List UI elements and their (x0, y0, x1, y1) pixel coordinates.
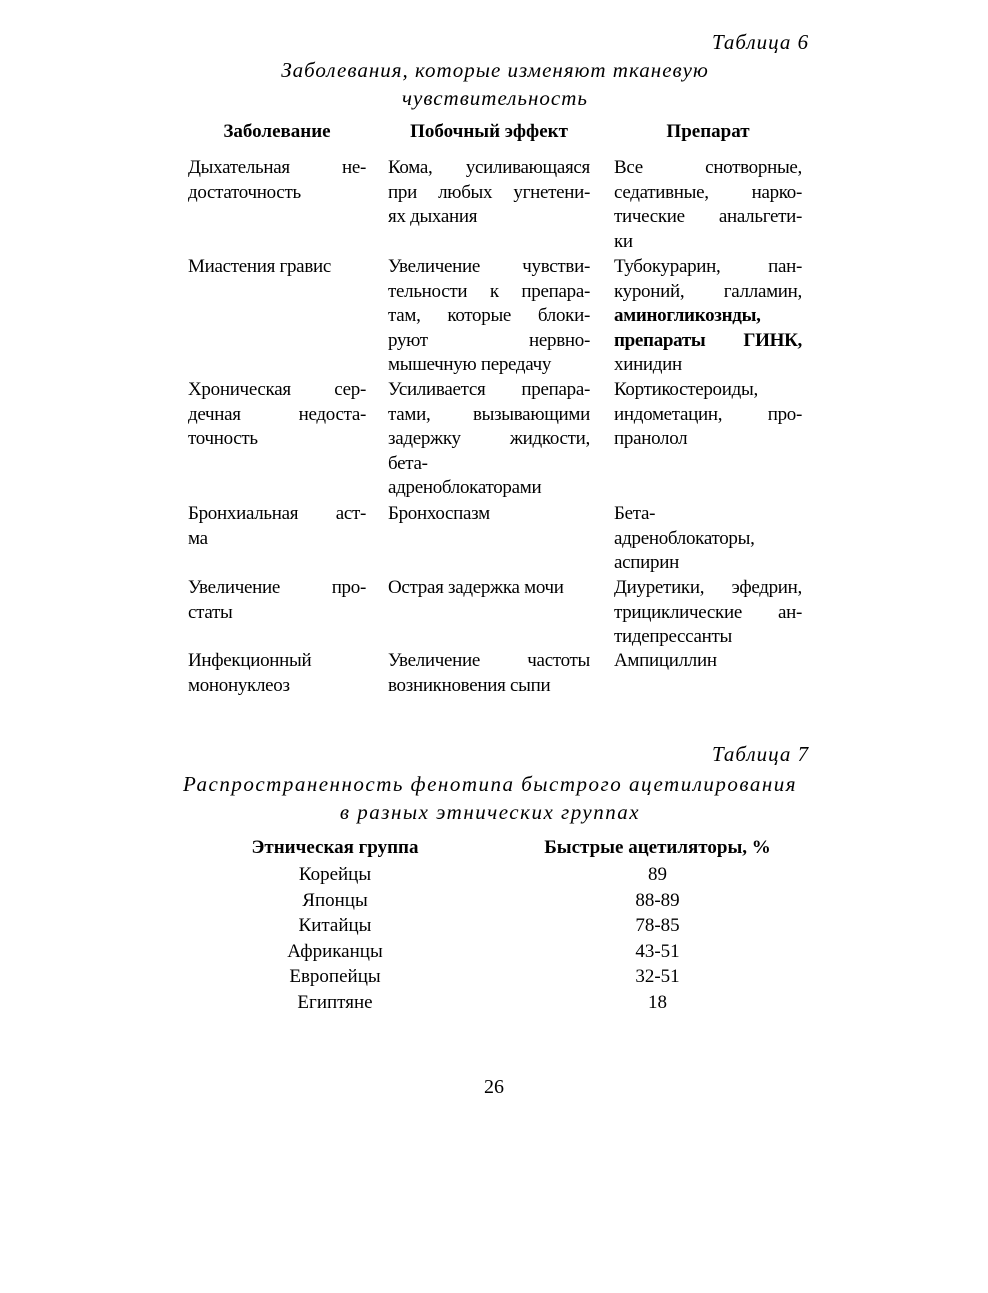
table6-title (200, 56, 790, 112)
table6-disease-line: Инфекционный (188, 650, 312, 671)
table6-drug-line: аминогликознды, (614, 305, 761, 326)
table6-drug-line: Диуретики, эфедрин, (614, 577, 802, 598)
table6-disease-line: Бронхиальная аст- (188, 503, 366, 524)
table6-effect-line: при любых угнетени- (388, 181, 590, 203)
table6-disease-line: дечная недоста- (188, 403, 366, 425)
table6-disease-line: Дыхательная не- (188, 157, 366, 178)
table6-effect-line: Усиливается препара- (388, 379, 590, 400)
table7-label: Таблица 7 (712, 742, 810, 766)
table6-drug-line: адреноблокаторы, (614, 527, 755, 549)
table6-drug-line: седативные, нарко- (614, 181, 802, 203)
table7-header-value: Быстрые ацетиляторы, % (544, 837, 771, 858)
table6-disease-line: статы (188, 601, 233, 623)
table6-effect-line: возникновения сыпи (388, 674, 551, 696)
table7-group-cell: Европейцы (289, 966, 381, 987)
table6-effect-line: мышечную передачу (388, 354, 552, 375)
table6-drug-line: Кортикостероиды, (614, 379, 758, 400)
table6-drug-line: индометацин, про- (614, 403, 802, 425)
table6-disease-line: достаточность (188, 181, 301, 203)
table6-effect-line: тами, вызывающими (388, 403, 590, 425)
table6-effect-line: руют нервно- (388, 329, 590, 351)
table7-value-cell: 18 (648, 991, 667, 1013)
table6-effect-line: Увеличение чувстви- (388, 256, 590, 277)
table6-drug-line: пранолол (614, 428, 688, 449)
table7-value-cell: 43-51 (635, 940, 680, 962)
table6-effect-line: там, которые блоки- (388, 305, 590, 326)
table7-group-cell: Японцы (302, 889, 368, 911)
table6-header-effect: Побочный эффект (410, 121, 568, 142)
table7-value-cell: 78-85 (635, 915, 680, 936)
table6-disease-line: мононуклеоз (188, 674, 290, 696)
table6-drug-line: Тубокурарин, пан- (614, 256, 802, 277)
table6-title-line2: чувствительность (402, 86, 588, 110)
table7-value-cell: 32-51 (635, 966, 680, 987)
table7-group-cell: Африканцы (287, 940, 383, 962)
table6-effect-line: Кома, усиливающаяся (388, 157, 590, 178)
table6-effect-line: Бронхоспазм (388, 503, 490, 524)
table7-header-group: Этническая группа (251, 837, 419, 858)
table6-disease-line: Хроническая сер- (188, 379, 366, 400)
table6-drug-line: Ампициллин (614, 650, 717, 671)
table6-disease-line: Увеличение про- (188, 577, 366, 598)
page-number: 26 (484, 1076, 504, 1098)
table6-drug-line: куроний, галламин, (614, 280, 802, 302)
table7-title-line1: Распространенность фенотипа быстрого ацетилирования (182, 772, 798, 796)
table6-effect-line: Острая задержка мочи (388, 577, 564, 598)
table7-title-line2: в разных этнических группах (339, 800, 641, 824)
table6-effect-line: адреноблокаторами (388, 477, 542, 498)
table6-label: Таблица 6 (712, 30, 810, 54)
table6-effect-line: бета- (388, 452, 428, 474)
table6-drug-line: трициклические ан- (614, 601, 802, 623)
table7-value-cell: 89 (648, 864, 667, 885)
table6-effect-line: Увеличение частоты (388, 650, 590, 671)
table6-header-drug: Препарат (666, 121, 750, 142)
table6-disease-line: Миастения гравис (188, 256, 331, 277)
table7-group-cell: Корейцы (298, 864, 372, 885)
table7-value-cell: 88-89 (635, 889, 680, 911)
table6-effect-line: задержку жидкости, (388, 428, 590, 449)
table7-group-cell: Китайцы (298, 915, 372, 936)
table6-header-disease: Заболевание (223, 121, 331, 142)
table6-disease-line: точность (188, 428, 258, 449)
table6-drug-line: Все снотворные, (614, 157, 802, 178)
table6-drug-line: Бета- (614, 503, 656, 524)
table6-drug-line: тические анальгети- (614, 206, 802, 227)
table6-effect-line: тельности к препара- (388, 280, 590, 302)
table7-group-cell: Египтяне (297, 991, 373, 1013)
table6-drug-line: аспирин (614, 552, 679, 573)
table6-disease-line: ма (188, 527, 208, 549)
table6-drug-line: тидепрессанты (614, 626, 733, 647)
table6-effect-line: ях дыхания (388, 206, 478, 227)
table6-title-line1: Заболевания, которые изменяют тканевую (281, 58, 709, 82)
table6-drug-line: препараты ГИНК, (614, 329, 802, 351)
table6-drug-line: хинидин (614, 354, 682, 375)
table6-drug-line: ки (614, 230, 633, 252)
table7-title (160, 770, 820, 826)
